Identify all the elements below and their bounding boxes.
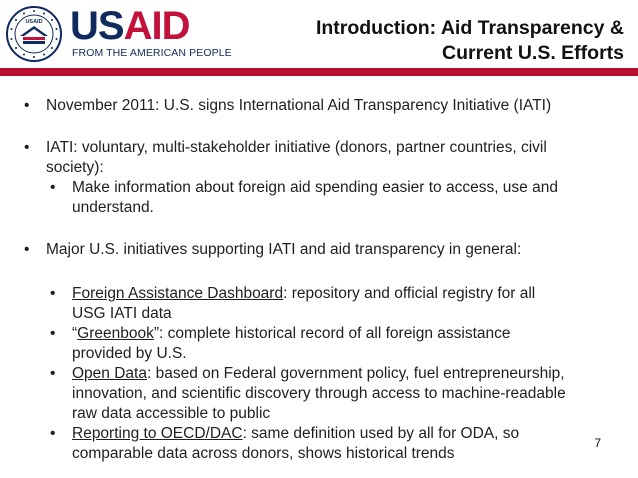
- bullet-iati-signing: [24, 96, 624, 116]
- bullet-text-line: society):: [46, 159, 104, 176]
- foreign-assistance-dashboard-link[interactable]: Foreign Assistance Dashboard: [72, 285, 284, 302]
- title-line-1: Introduction: Aid Transparency &: [315, 17, 624, 39]
- open-quote: “: [72, 325, 78, 342]
- bullet-icon: •: [50, 365, 56, 382]
- bullet-icon: •: [24, 139, 30, 156]
- logo-aid: AID: [123, 4, 190, 48]
- bullet-major-initiatives: [24, 240, 624, 260]
- sub-bullet-text-line: USG IATI data: [72, 305, 172, 322]
- logo-us: US: [70, 4, 124, 48]
- sub-bullet-text: : based on Federal government policy, fuel entrepreneurship,: [146, 365, 565, 382]
- sub-bullet-text-line: provided by U.S.: [72, 345, 187, 362]
- bullet-iati-definition: [24, 138, 624, 178]
- sub-bullet-make-information: [50, 178, 624, 218]
- bullet-text: November 2011: U.S. signs International Aid Transparency Initiative (IATI): [46, 97, 552, 114]
- sub-bullet-greenbook: [50, 324, 624, 364]
- slide-body: [24, 96, 624, 464]
- reporting-to-oecd-dac-link[interactable]: Reporting to OECD/DAC: [72, 425, 243, 442]
- greenbook-link[interactable]: Greenbook: [77, 325, 154, 342]
- sub-bullet-text-line: Make information about foreign aid spending easier to access, use and: [72, 179, 558, 196]
- sub-bullet-text-line: comparable data across donors, shows historical trends: [72, 445, 455, 462]
- bullet-icon: •: [24, 97, 30, 114]
- bullet-icon: •: [50, 285, 56, 302]
- title-line-2: Current U.S. Efforts: [441, 42, 624, 64]
- open-data-link[interactable]: Open Data: [72, 365, 147, 382]
- bullet-text-line: IATI: voluntary, multi-stakeholder initiative (donors, partner countries, civil: [46, 139, 547, 156]
- sub-bullet-oecd-dac: [50, 424, 624, 464]
- logo-tagline: FROM THE AMERICAN PEOPLE: [72, 47, 232, 59]
- slide-header: [0, 0, 638, 68]
- bullet-icon: •: [24, 241, 30, 258]
- sub-bullet-text-line: raw data accessible to public: [72, 405, 271, 422]
- header-divider: [0, 68, 638, 76]
- sub-bullet-text: ”: complete historical record of all foreign assistance: [153, 325, 511, 342]
- bullet-icon: •: [50, 425, 56, 442]
- sub-bullet-text: : repository and official registry for all: [283, 285, 536, 302]
- usaid-seal-icon: [6, 6, 62, 62]
- bullet-icon: •: [50, 325, 56, 342]
- sub-bullet-text-line: innovation, and scientific discovery through access to machine-readable: [72, 385, 566, 402]
- page-number: 7: [594, 436, 601, 450]
- bullet-icon: •: [50, 179, 56, 196]
- seal-text: USAID: [25, 19, 43, 25]
- sub-bullet-dashboard: [50, 284, 624, 324]
- sub-bullet-text-line: understand.: [72, 199, 154, 216]
- usaid-logo: [70, 4, 189, 48]
- sub-bullet-text: : same definition used by all for ODA, so: [242, 425, 520, 442]
- bullet-text: Major U.S. initiatives supporting IATI and aid transparency in general:: [46, 241, 522, 258]
- sub-bullet-open-data: [50, 364, 624, 424]
- slide-title: [264, 16, 624, 66]
